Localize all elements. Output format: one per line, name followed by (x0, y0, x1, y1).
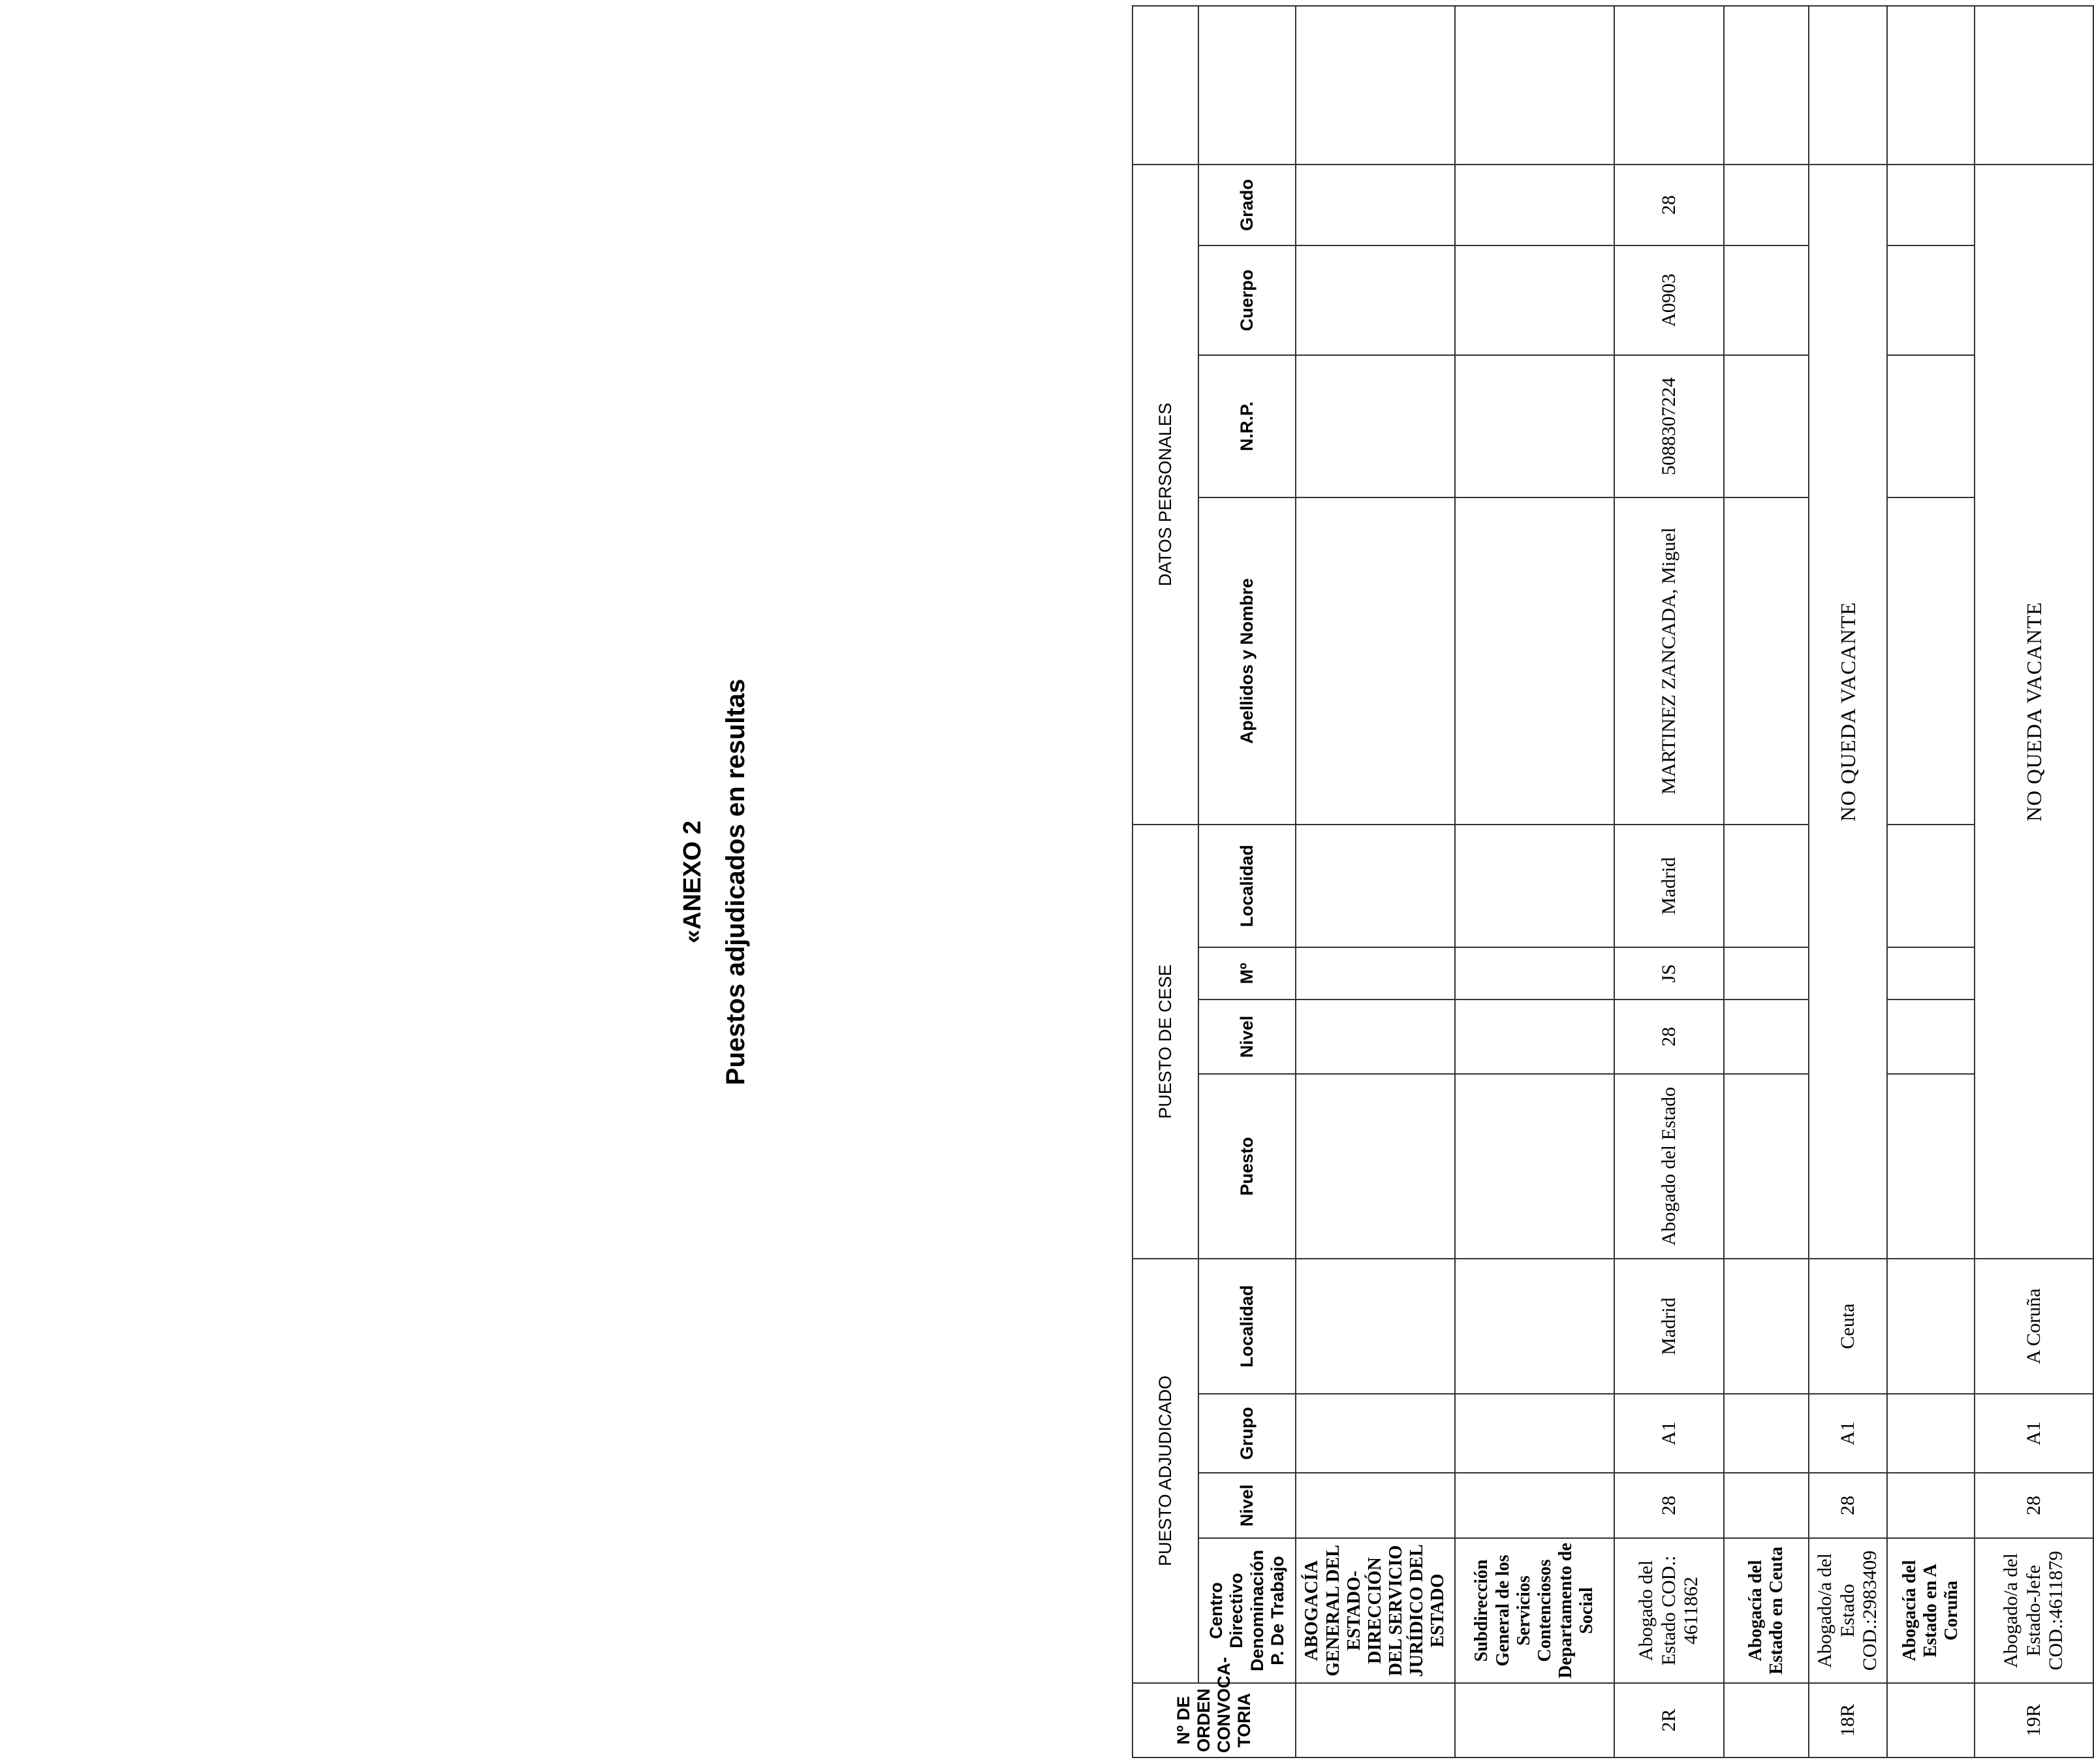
cuerpo-2R: A0903 (1614, 245, 1724, 355)
header-nrp: N.R.P. (1198, 355, 1296, 497)
header-nivel-cese: Nivel (1198, 1000, 1296, 1074)
empty-cell (1724, 1473, 1809, 1538)
nivel-2R: 28 (1614, 1473, 1724, 1538)
empty-cell (1296, 165, 1455, 245)
header-grupo: Grupo (1198, 1394, 1296, 1473)
header-localidad: Localidad (1198, 1259, 1296, 1394)
empty-cell (1724, 1074, 1809, 1259)
empty-cell (1724, 825, 1809, 947)
empty-cell (1724, 355, 1809, 497)
nrp-2R: 5088307224 (1614, 355, 1724, 497)
empty-cell (1724, 1683, 1809, 1757)
document-subtitle: Puestos adjudicados en resultas (721, 678, 750, 1086)
localidad-2R: Madrid (1614, 1259, 1724, 1394)
header-puesto-adjudicado: PUESTO ADJUDICADO (1133, 1259, 1198, 1683)
empty-cell (1887, 825, 1975, 947)
empty-cell (1455, 947, 1614, 1000)
empty-cell (1455, 355, 1614, 497)
empty-cell (1887, 245, 1975, 355)
nivel-cese-2R: 28 (1614, 1000, 1724, 1074)
empty-cell (1887, 1394, 1975, 1473)
section-subdireccion-contenciosos: Subdirección General de los Servicios Contenciosos Departamento de Social (1455, 1538, 1614, 1683)
empty-cell (1724, 6, 1809, 165)
header-puesto-cese: PUESTO DE CESE (1133, 825, 1198, 1259)
localidad-cese-2R: Madrid (1614, 825, 1724, 947)
empty-cell (1296, 355, 1455, 497)
empty-cell (1887, 1473, 1975, 1538)
grupo-18R: A1 (1809, 1394, 1887, 1473)
section-abogacia-coruna: Abogacía del Estado en A Coruña (1887, 1538, 1975, 1683)
grupo-19R: A1 (1975, 1394, 2093, 1473)
empty-cell (1296, 1473, 1455, 1538)
empty-cell (1296, 1683, 1455, 1757)
no-queda-vacante-19R: NO QUEDA VACANTE (1975, 165, 2093, 1259)
empty-cell (1296, 1000, 1455, 1074)
localidad-19R: A Coruña (1975, 1259, 2093, 1394)
empty-cell (1455, 165, 1614, 245)
centro-19R: Abogado/a del Estado-Jefe COD.:4611879 (1975, 1538, 2093, 1683)
empty-cell (1724, 1259, 1809, 1394)
empty-cell (1455, 1473, 1614, 1538)
ministerio-2R: JS (1614, 947, 1724, 1000)
empty-cell (1296, 497, 1455, 825)
grupo-2R: A1 (1614, 1394, 1724, 1473)
nivel-19R: 28 (1975, 1473, 2093, 1538)
empty-cell (1724, 1000, 1809, 1074)
header-apellidos-nombre: Apellidos y Nombre (1198, 497, 1296, 825)
empty-cell (1455, 1000, 1614, 1074)
empty-cell (1887, 497, 1975, 825)
orden-18R: 18R (1809, 1683, 1887, 1757)
empty-cell (1455, 825, 1614, 947)
header-orden: Nº DE ORDEN CONVOCA-TORIA (1133, 1683, 1296, 1757)
empty-cell (1455, 1259, 1614, 1394)
empty-cell (1296, 947, 1455, 1000)
header-cuerpo: Cuerpo (1198, 245, 1296, 355)
empty-cell (1455, 1683, 1614, 1757)
header-ministerio: Mº (1198, 947, 1296, 1000)
empty-cell (1975, 6, 2093, 165)
empty-cell (1724, 165, 1809, 245)
empty-cell (1724, 245, 1809, 355)
header-grado: Grado (1198, 165, 1296, 245)
empty-cell (1809, 6, 1887, 165)
header-puesto: Puesto (1198, 1074, 1296, 1259)
empty-cell (1296, 825, 1455, 947)
empty-cell (1296, 1259, 1455, 1394)
apellidos-2R: MARTINEZ ZANCADA, Miguel (1614, 497, 1724, 825)
centro-18R: Abogado/a del Estado COD.:2983409 (1809, 1538, 1887, 1683)
section-abogacia-ceuta: Abogacía del Estado en Ceuta (1724, 1538, 1809, 1683)
empty-cell (1296, 245, 1455, 355)
empty-cell (1296, 1394, 1455, 1473)
orden-19R: 19R (1975, 1683, 2093, 1757)
document-title: «ANEXO 2 (679, 821, 706, 943)
orden-2R: 2R (1614, 1683, 1724, 1757)
empty-cell (1296, 6, 1455, 165)
empty-cell (1887, 1259, 1975, 1394)
empty-cell (1887, 1683, 1975, 1757)
empty-cell (1133, 6, 1198, 165)
empty-cell (1724, 497, 1809, 825)
resultas-table (1132, 5, 2094, 1758)
empty-cell (1887, 355, 1975, 497)
localidad-18R: Ceuta (1809, 1259, 1887, 1394)
empty-cell (1455, 1394, 1614, 1473)
puesto-cese-2R: Abogado del Estado (1614, 1074, 1724, 1259)
empty-cell (1296, 1074, 1455, 1259)
section-abogacia-general: ABOGACÍA GENERAL DEL ESTADO-DIRECCIÓN DEL SERVICIO JURÍDICO DEL ESTADO (1296, 1538, 1455, 1683)
nivel-18R: 28 (1809, 1473, 1887, 1538)
empty-cell (1887, 947, 1975, 1000)
header-nivel: Nivel (1198, 1473, 1296, 1538)
empty-cell (1455, 245, 1614, 355)
header-centro-directivo: Centro Directivo Denominación P. De Trabajo (1198, 1538, 1296, 1683)
empty-cell (1455, 497, 1614, 825)
empty-cell (1455, 6, 1614, 165)
empty-cell (1724, 1394, 1809, 1473)
empty-cell (1887, 1000, 1975, 1074)
empty-cell (1724, 947, 1809, 1000)
no-queda-vacante-18R: NO QUEDA VACANTE (1809, 165, 1887, 1259)
empty-cell (1614, 6, 1724, 165)
empty-cell (1455, 1074, 1614, 1259)
empty-cell (1887, 1074, 1975, 1259)
empty-cell (1887, 6, 1975, 165)
centro-2R: Abogado del Estado COD.: 4611862 (1614, 1538, 1724, 1683)
header-datos-personales: DATOS PERSONALES (1133, 165, 1198, 825)
empty-cell (1887, 165, 1975, 245)
empty-cell (1198, 6, 1296, 165)
header-localidad-cese: Localidad (1198, 825, 1296, 947)
grado-2R: 28 (1614, 165, 1724, 245)
